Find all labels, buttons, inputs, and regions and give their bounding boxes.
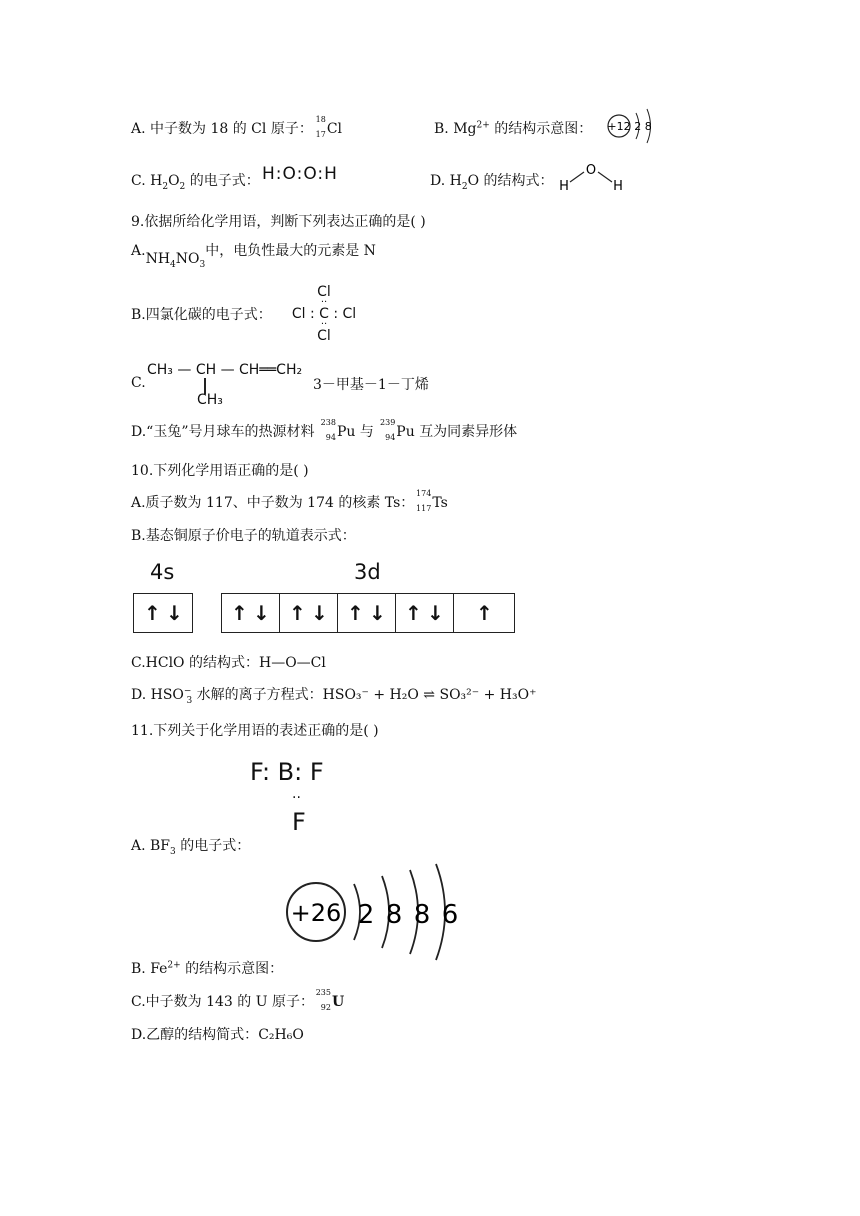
bf3-top-row: F: B: F: [250, 758, 324, 786]
q9-stem: 9.依据所给化学用语，判断下列表达正确的是( ): [131, 214, 426, 230]
bf3-dots: ··: [292, 790, 301, 806]
q9-option-a: $A.NH_4NO_3$中，电负性最大的元素是 N: [131, 243, 376, 270]
fe-shell-4: 6: [441, 900, 459, 930]
bf3-bottom-f: F: [292, 808, 306, 836]
q9-option-d: D.“玉兔”号月球车的热源材料 238 94 Pu 与 239 94 Pu 互为同素异形体: [131, 418, 518, 442]
q10-option-c: C.HClO 的结构式：H—O—Cl: [131, 655, 326, 671]
water-h1: H: [559, 179, 569, 194]
mg-nucleus-label: +12: [607, 120, 631, 133]
orbital-3d-label: 3d: [354, 560, 381, 584]
q9-option-c-label: C.: [131, 375, 146, 391]
q10-option-b: B.基态铜原子价电子的轨道表示式：: [131, 528, 356, 544]
q10-stem: 10.下列化学用语正确的是( ): [131, 463, 309, 479]
methylbutene-chain: CH₃ — CH — CH══CH₂: [147, 362, 303, 378]
water-structure-diagram: [556, 160, 626, 194]
h2o2-electron-formula: H:O:O:H: [262, 164, 338, 184]
q11-stem: 11.下列关于化学用语的表述正确的是( ): [131, 723, 379, 739]
orbital-3d-box: ↑ ↓ ↑ ↓ ↑ ↓ ↑ ↓ ↑: [221, 593, 515, 633]
fe-nucleus-label: +26: [290, 899, 342, 927]
fe-ion-structure-diagram: [284, 862, 464, 962]
ccl4-electron-formula: Cl ·· Cl : C : Cl ·· Cl: [291, 284, 357, 344]
isotope-pu238: 238 94: [320, 418, 336, 442]
water-h2: H: [613, 179, 623, 194]
isotope-u235: 235 92: [315, 988, 331, 1012]
methylbutene-name: 3－甲基－1－丁烯: [313, 377, 429, 393]
q8-option-b: B. $Mg^{2+}$ 的结构示意图：: [434, 120, 593, 137]
q11-option-d: D.乙醇的结构简式：C₂H₆O: [131, 1027, 304, 1043]
q10-option-a: A.质子数为 117、中子数为 174 的核素 Ts： 174 117 Ts: [131, 489, 448, 513]
q9-option-b: B.四氯化碳的电子式：: [131, 307, 272, 323]
q11-option-b: B. $Fe^{2+}$ 的结构示意图：: [131, 960, 284, 977]
isotope-ts: 174 117: [416, 489, 432, 513]
q8-option-a: A. 中子数为 18 的 Cl 原子： 18 17 Cl: [131, 115, 343, 139]
mg-shell-label: 2 8: [634, 120, 652, 133]
q8-option-c: C. $H_2O_2$ 的电子式：: [131, 173, 260, 192]
water-o: O: [585, 163, 597, 178]
orbital-4s-label: 4s: [150, 560, 175, 584]
fe-shell-2: 8: [385, 900, 403, 930]
isotope-cl: 18 17: [315, 115, 326, 139]
mg-ion-structure-diagram: [600, 103, 660, 149]
q10-option-d: D. $HSO^-_3$ 水解的离子方程式：HSO₃⁻ + H₂O ⇌ SO₃²⁻ + H₃O⁺: [131, 686, 537, 706]
q11-option-c: C.中子数为 143 的 U 原子： 235 92 U: [131, 988, 345, 1012]
methyl-branch: CH₃: [197, 392, 223, 408]
q11-option-a: A. $BF_3$ 的电子式：: [131, 838, 251, 857]
q8-option-d: D. $H_2O$ 的结构式：: [430, 173, 554, 192]
fe-shell-1: 2: [357, 900, 375, 930]
isotope-pu239: 239 94: [380, 418, 396, 442]
orbital-4s-box: ↑ ↓: [133, 593, 193, 633]
fe-shell-3: 8: [413, 900, 431, 930]
